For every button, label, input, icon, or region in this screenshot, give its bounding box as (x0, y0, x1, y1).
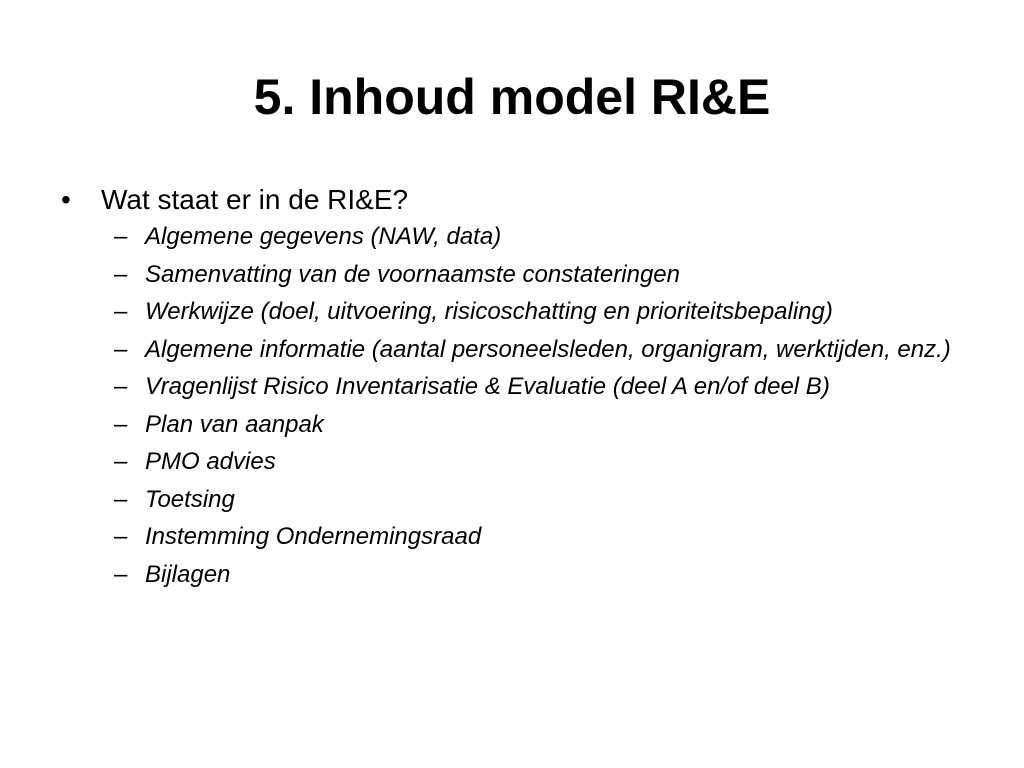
sub-item-text: Instemming Ondernemingsraad (145, 523, 482, 550)
sub-item (56, 410, 976, 440)
dash-icon: – (114, 523, 128, 550)
slide-title: 5. Inhoud model RI&E (253, 69, 771, 125)
dash-icon: – (114, 410, 128, 438)
dash-icon: – (114, 260, 128, 288)
dash-icon: – (114, 298, 128, 325)
dash-icon: – (114, 485, 128, 513)
sub-item (56, 297, 976, 327)
sub-item-text: Algemene gegevens (NAW, data) (145, 223, 502, 250)
dash-icon: – (114, 448, 128, 475)
bullet-text: Wat staat er in de RI&E? (101, 184, 409, 215)
sub-item (56, 372, 976, 402)
bullet-dot-icon: • (61, 184, 71, 215)
sub-item-text: PMO advies (145, 448, 276, 475)
dash-icon: – (114, 560, 128, 588)
sub-item (56, 485, 976, 515)
sub-item (56, 260, 976, 290)
sub-item (56, 335, 976, 365)
sub-item-text: Bijlagen (145, 560, 231, 588)
sub-item (56, 222, 976, 252)
sub-item-text: Toetsing (145, 485, 235, 513)
sub-item (56, 447, 976, 477)
sub-item-text: Vragenlijst Risico Inventarisatie & Evaluatie (deel A en/of deel B) (145, 373, 830, 400)
sub-item (56, 522, 976, 552)
dash-icon: – (114, 223, 128, 250)
sub-item-text: Werkwijze (doel, uitvoering, risicoschatting en prioriteitsbepaling) (145, 298, 833, 325)
slide-content (56, 180, 976, 597)
sub-item-list (56, 222, 976, 590)
sub-item-text: Samenvatting van de voornaamste constateringen (145, 260, 680, 288)
dash-icon: – (114, 373, 128, 400)
sub-item-text: Plan van aanpak (145, 410, 324, 438)
sub-item-text: Algemene informatie (aantal personeelsleden, organigram, werktijden, enz.) (145, 335, 951, 363)
bullet-item (56, 180, 976, 220)
sub-item (56, 560, 976, 590)
dash-icon: – (114, 335, 128, 363)
